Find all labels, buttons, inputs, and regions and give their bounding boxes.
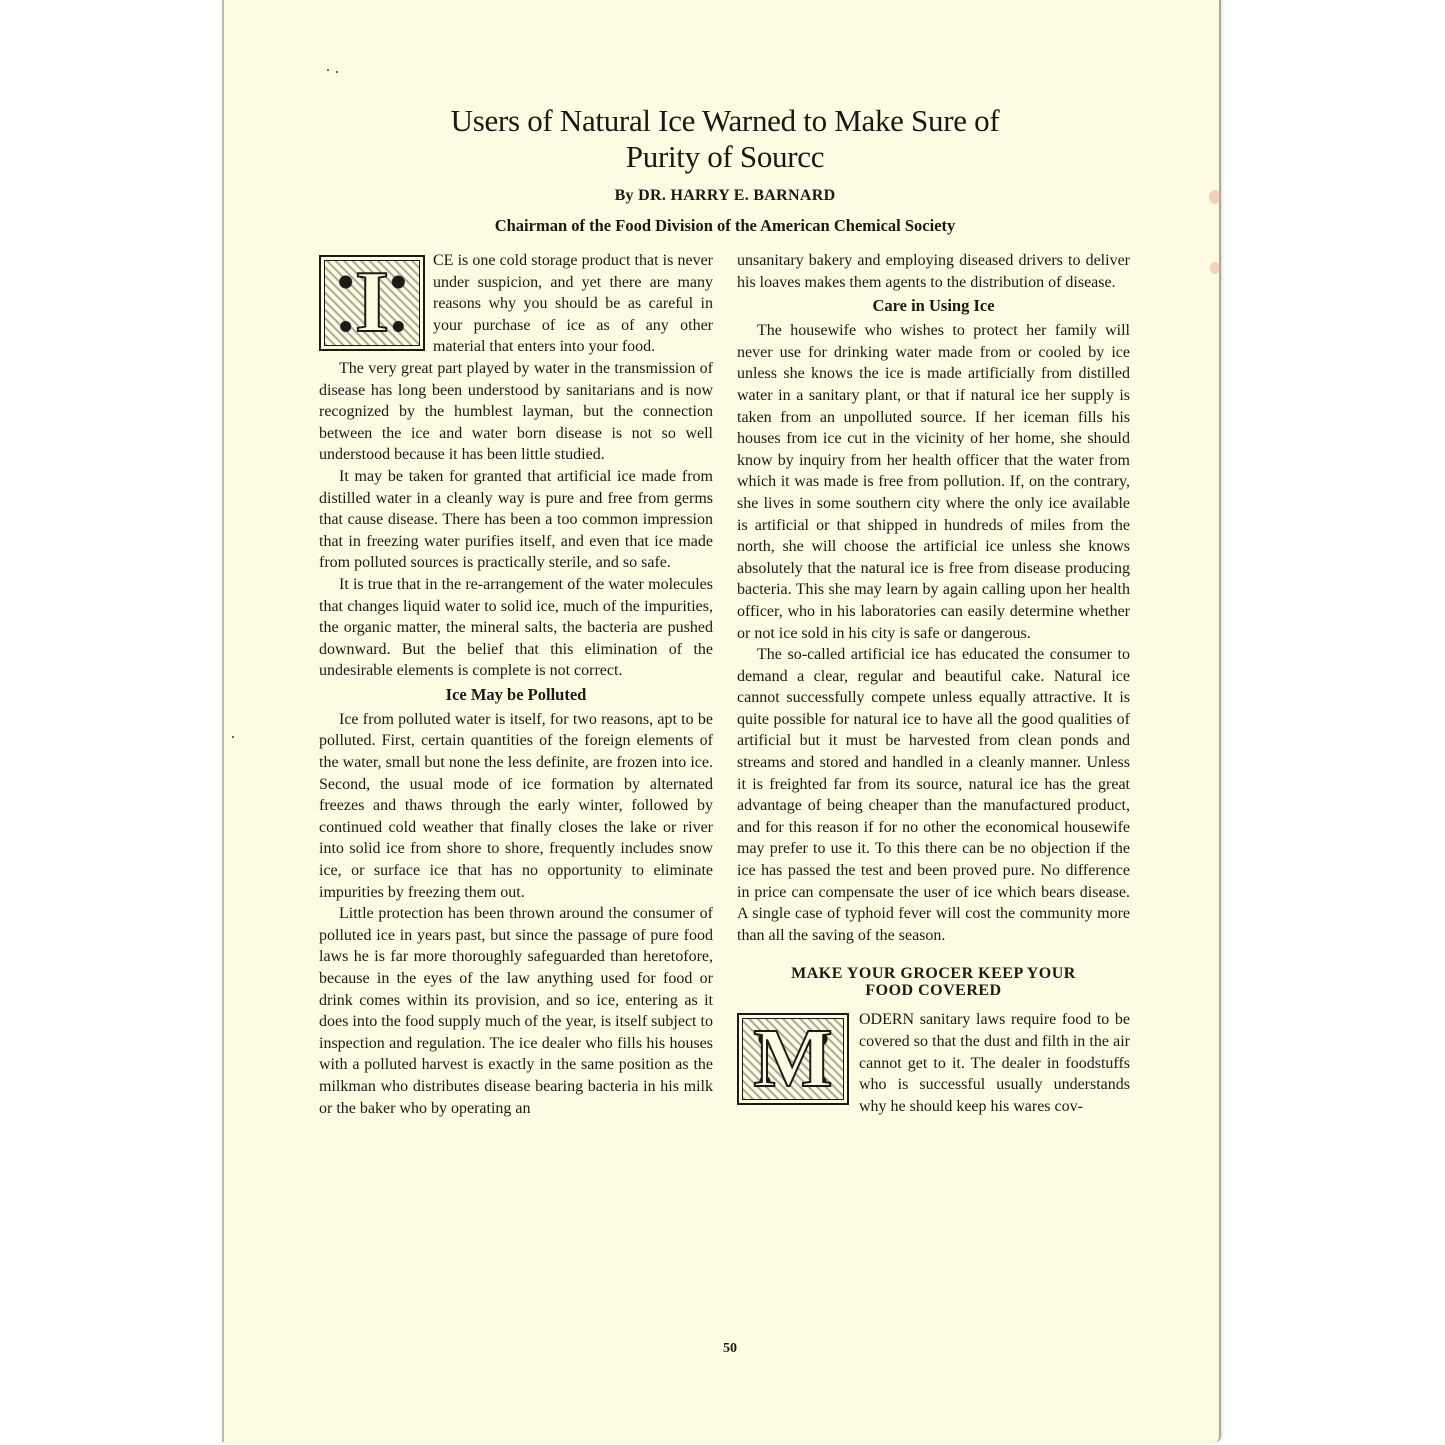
title-line-1: Users of Natural Ice Warned to Make Sure of <box>450 103 1000 138</box>
dropcap-ornament <box>742 1018 844 1100</box>
heading-line-1: MAKE YOUR GROCER KEEP YOUR <box>791 965 1076 983</box>
body-paragraph: It may be taken for granted that artificial ice made from distilled water in a cleanly way is pure and free from germs that cause disease. There has been a too common impression that in freezing water purifies itself, and even that ice made from polluted sources is practically sterile, and so safe. <box>319 467 713 572</box>
title-line-2: Purity of Sourcc <box>625 139 825 174</box>
section-heading-care-in-using-ice: Care in Using Ice <box>872 296 995 316</box>
intro-text: CE is one cold storage product that is never under suspicion, and yet there are many reasons why you should be as careful in your purchase of ice as of any other material that enters into your food. <box>433 252 713 356</box>
body-paragraph: The housewife who wishes to protect her family will never use for drinking water made from or cooled by ice unless she knows the ice is made artificially from distilled water in a sanitary plant, or that if natural ice her supply is taken from an unpolluted source. If her iceman fills his houses from ice cut in the vicinity of her home, she should know by inquiry from her health officer that the water from which it was made is free from pollution. If, on the contrary, she lives in some southern city where the only ice available is artificial or that shipped in hundreds of miles from the north, she will choose the artificial ice unless she knows absolutely that the natural ice is free from disease producing bacteria. This she may learn by again calling upon her health officer, who in his laboratories can easily determine whether or not ice sold in his city is safe or dangerous. <box>737 322 1130 642</box>
foxing-stain <box>1209 190 1221 204</box>
dropcap-ornament <box>324 260 420 346</box>
intro-text: ODERN sanitary laws require food to be covered so that the dust and filth in the air cannot get to it. The dealer in foodstuffs who is successful usually understands why he should keep his wares cov- <box>859 1011 1130 1115</box>
page-number: 50 <box>723 1341 737 1356</box>
right-column <box>737 250 1130 1117</box>
ornamental-dropcap-m <box>737 1013 849 1105</box>
dropcap-letter: M <box>753 1018 833 1101</box>
body-paragraph: The very great part played by water in the transmission of disease has long been understood by sanitarians and is now recognized by the humblest layman, but the connection between the ice and water born disease is not so well understood because it has been little studied. <box>319 359 713 464</box>
scan-speck <box>232 736 234 738</box>
intro-paragraph <box>319 250 713 358</box>
scan-speck <box>327 69 329 71</box>
foxing-stain <box>1210 262 1220 274</box>
ornamental-dropcap-i <box>319 255 425 351</box>
dropcap-letter: I <box>354 260 390 346</box>
second-article-intro <box>737 1009 1130 1117</box>
scan-speck <box>336 71 338 73</box>
body-paragraph: Ice from polluted water is itself, for two reasons, apt to be polluted. First, certain quantities of the foreign elements of the water, small but none the less definite, are frozen into ice. Second, the usual mode of ice formation by alternated freezes and thaws through the early winter, followed by continued cold weather that finally closes the lake or river into solid ice from shore to shore, frequently includes snow ice, or surface ice that has no opportunity to eliminate impurities by freezing them out. <box>319 710 713 901</box>
continued-paragraph: unsanitary bakery and employing diseased drivers to deliver his loaves makes them agents to the distribution of disease. <box>737 252 1130 291</box>
author-byline: By DR. HARRY E. BARNARD <box>614 187 836 204</box>
section-heading-ice-may-be-polluted: Ice May be Polluted <box>445 684 587 704</box>
body-paragraph: It is true that in the re-arrangement of the water molecules that changes liquid water to solid ice, much of the impurities, the organic matter, the mineral salts, the bacteria are pushed downward. But the belief that this elimination of the undesirable elements is complete is not correct. <box>319 575 713 680</box>
body-paragraph: The so-called artificial ice has educated the consumer to demand a clear, regular and beautiful cake. Natural ice cannot successfully compete unless equally attractive. It is quite possible for natural ice to have all the good qualities of artificial but it must be harvested from clean ponds and streams and stored and handled in a cleanly manner. Unless it is freighted far from its source, natural ice has the great advantage of being cheaper than the manufactured product, and for this reason if for no other the economical housewife may prefer to use it. To this there can be no objection if the ice has passed the test and been proved pure. No difference in price can compensate the user of ice which bears disease. A single case of typhoid fever will cost the community more than all the saving of the season. <box>737 646 1130 944</box>
body-paragraph: Little protection has been thrown around the consumer of polluted ice in years past, but since the passage of pure food laws he is far more thoroughly safeguarded than heretofore, because in the eyes of the law anything used for food or drink comes within its provision, and so ice, entering as it does into the food supply much of the year, is itself subject to inspection and regulation. The ice dealer who fills his houses with a polluted harvest is exactly in the same position as the milkman who distributes disease bearing bacteria in his milk or the baker who by operating an <box>319 905 713 1117</box>
heading-line-2: FOOD COVERED <box>865 982 1002 1000</box>
left-column <box>319 250 713 1119</box>
article-title <box>320 103 1130 175</box>
second-article-heading <box>737 965 1130 999</box>
author-affiliation: Chairman of the Food Division of the American Chemical Society <box>494 216 956 235</box>
